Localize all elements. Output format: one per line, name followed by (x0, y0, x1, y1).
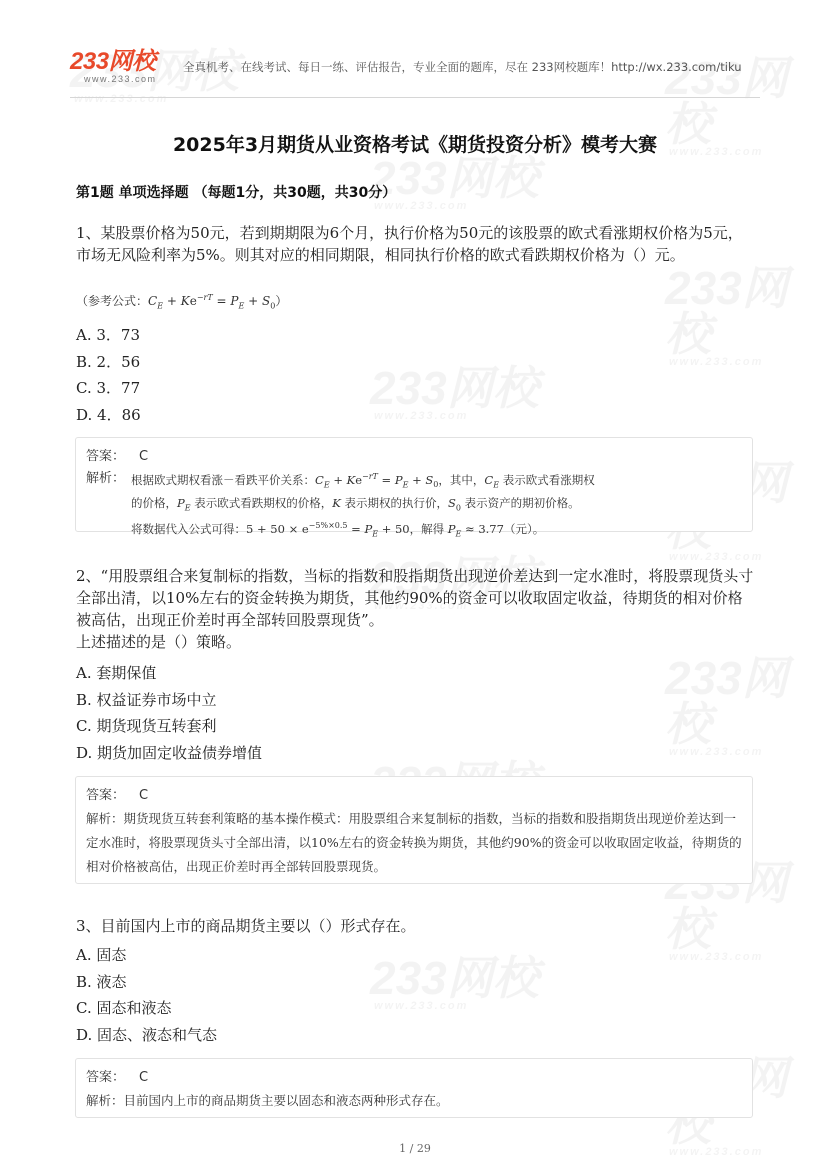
page-header (70, 48, 760, 96)
analysis-body: 目前国内上市的商品期货主要以固态和液态两种形式存在。 (123, 1093, 449, 1108)
answer-value: C (139, 1070, 149, 1085)
brand-logo[interactable] (70, 50, 180, 88)
document-title: 2025年3月期货从业资格考试《期货投资分析》模考大赛 (172, 134, 658, 156)
header-tagline: 全真机考、在线考试、每日一练、评估报告，专业全面的题库，尽在 233网校题库！http://wx.233.com/tiku (183, 60, 742, 74)
option-b[interactable]: B. 权益证券市场中立 (76, 690, 217, 709)
answer-label: 答案： (86, 449, 126, 464)
question-1-formula: （参考公式：$C_E + Ke^{-rT} = P_E + S_0$） (76, 293, 288, 311)
option-c[interactable]: C. 3．77 (76, 379, 141, 397)
section-heading: 第1题 单项选择题 （每题1分，共30题，共30分） (76, 185, 397, 201)
logo-url: www.233.com (84, 74, 157, 84)
question-1-stem: 1、某股票价格为50元，若到期期限为6个月，执行价格为50元的该股票的欧式看涨期权价格为5元，市场无风险利率为5%。则其对应的相同期限，相同执行价格的欧式看跌期权价格为（）元。 (76, 224, 743, 264)
answer-box-2 (75, 776, 753, 884)
option-b[interactable]: B. 2．56 (76, 352, 141, 371)
analysis-label: 解析： (86, 471, 126, 486)
option-a[interactable]: A. 3．73 (76, 326, 140, 344)
question-2-stem-text: 2、“用股票组合来复制标的指数，当标的指数和股指期货出现逆价差达到一定水准时，将股票现货头寸全部出清，以10%左右的资金转换为期货，其他约90%的资金可以收取固定收益，待期货的相对价格被高估，出现正价差时再全部转回股票现货”。 (76, 567, 754, 629)
analysis-text (86, 807, 742, 879)
question-1-options (76, 322, 756, 428)
analysis-body: 期货现货互转套利策略的基本操作模式：用股票组合来复制标的指数，当标的指数和股指期货出现逆价差达到一定水准时，将股票现货头寸全部出清，以10%左右的资金转换为期货，其他约90%的资金可以收取固定收益，待期货的相对价格被高估，出现正价差时再全部转回股票现货。 (86, 811, 742, 874)
option-d[interactable]: D. 期货加固定收益债券增值 (76, 743, 263, 762)
question-2-stem (76, 565, 756, 653)
option-d[interactable]: D. 4．86 (76, 405, 141, 424)
page-number: 1 / 29 (399, 1142, 431, 1155)
answer-label: 答案： (86, 788, 126, 803)
answer-value: C (139, 788, 149, 803)
option-d[interactable]: D. 固态、液态和气态 (76, 1025, 218, 1044)
header-divider (70, 97, 760, 98)
analysis-text (86, 1089, 742, 1113)
option-c[interactable]: C. 期货现货互转套利 (76, 717, 217, 735)
analysis-label: 解析： (86, 1093, 124, 1108)
question-2-stem-prompt: 上述描述的是（）策略。 (76, 633, 242, 651)
option-c[interactable]: C. 固态和液态 (76, 999, 172, 1017)
logo-text: 233网校 (70, 48, 156, 75)
option-b[interactable]: B. 液态 (76, 972, 127, 991)
option-a[interactable]: A. 套期保值 (76, 664, 157, 682)
question-2-options (76, 660, 756, 766)
question-3-options (76, 942, 756, 1048)
option-a[interactable]: A. 固态 (76, 946, 127, 964)
answer-box-1 (75, 437, 753, 539)
answer-value: C (139, 449, 149, 464)
question-3-stem: 3、目前国内上市的商品期货主要以（）形式存在。 (76, 917, 416, 935)
analysis-formula-text: 根据欧式期权看涨－看跌平价关系：$C_E + Ke^{-rT} = P_E + S_0$，其中，$C_E$ 表示欧式看涨期权 的价格，$P_E$ 表示欧式看跌期权的价格，K 表示期权的执行价，$S_0$ 表示资产的期初价格。 将数据代入公式可得：$5 + 50 \times e^{-5\%\times 0.5} = P_E + 50$，解得 $P_E \approx 3.77$（元）。 (131, 472, 595, 539)
answer-label: 答案： (86, 1070, 126, 1085)
answer-box-3 (75, 1058, 753, 1118)
analysis-label: 解析： (86, 811, 124, 826)
